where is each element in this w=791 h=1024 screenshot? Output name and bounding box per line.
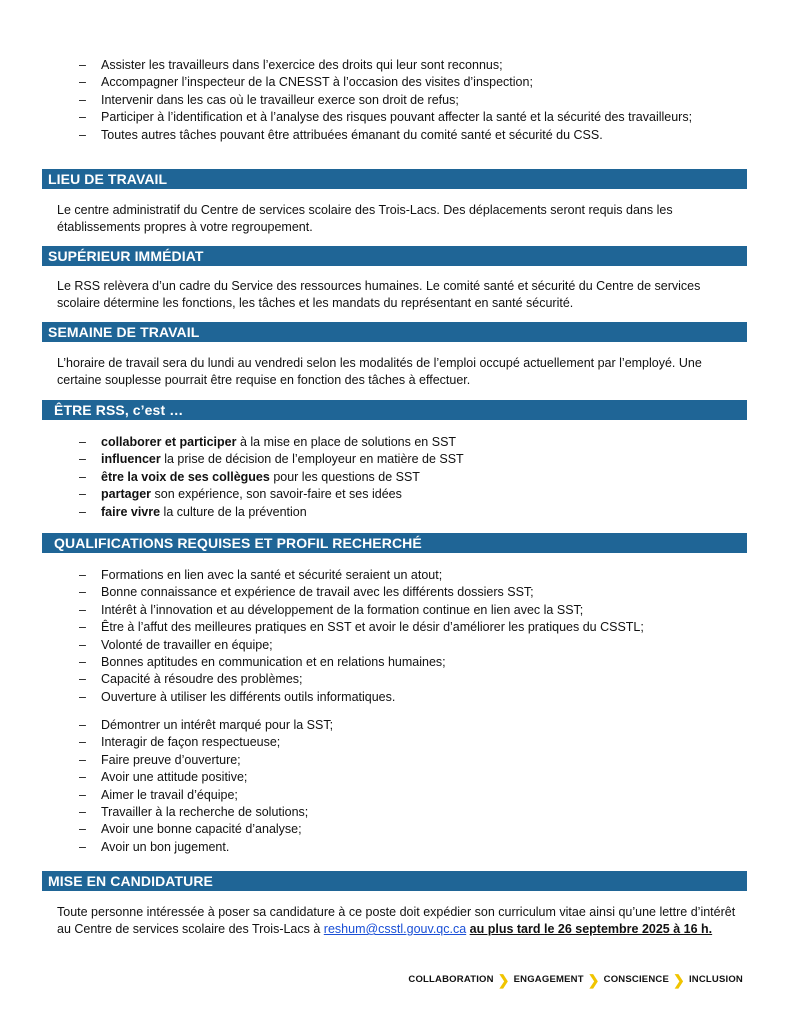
candidature-text — [57, 904, 737, 938]
list-item: – être la voix de ses collègues pour les questions de SST — [79, 469, 420, 484]
semaine-text: L’horaire de travail sera du lundi au vendredi selon les modalités de l’emploi occupé actuellement par l’employé. Une certaine souplesse pourrait être requise en fonction des tâches à effectuer. — [57, 356, 702, 387]
list-item: – Travailler à la recherche de solutions; — [79, 805, 309, 820]
list-item: – Aimer le travail d’équipe; — [79, 787, 238, 802]
chevron-right-icon: ❯ — [673, 971, 685, 988]
chevron-right-icon: ❯ — [587, 971, 600, 988]
list-item: – Avoir un bon jugement. — [79, 839, 230, 854]
footer-word: CONSCIENCE — [603, 974, 669, 985]
list-item: – partager son expérience, son savoir-faire et ses idées — [79, 487, 402, 502]
footer-word: ENGAGEMENT — [513, 974, 584, 985]
list-item: – Participer à l’identification et à l’analyse des risques pouvant affecter la santé et la sécurité des travailleurs; — [79, 110, 693, 125]
list-item: – Formations en lien avec la santé et sécurité seraient un atout; — [79, 568, 443, 582]
list-item: – Avoir une attitude positive; — [79, 770, 248, 785]
chevron-right-icon: ❯ — [497, 971, 510, 988]
list-item: – Démontrer un intérêt marqué pour la SST; — [79, 718, 334, 732]
list-item: – Assister les travailleurs dans l’exercice des droits qui leur sont reconnus; — [79, 58, 503, 72]
section-header-etre: ÊTRE RSS, c’est … — [42, 400, 747, 420]
section-header-candidature: MISE EN CANDIDATURE — [42, 871, 747, 891]
list-item: – influencer la prise de décision de l’employeur en matière de SST — [79, 452, 464, 467]
list-item: – Ouverture à utiliser les différents outils informatiques. — [79, 689, 396, 704]
list-item: – Intervenir dans les cas où le travailleur exerce son droit de refus; — [79, 92, 459, 107]
list-item: – faire vivre la culture de la prévention — [79, 504, 307, 519]
superieur-text: Le RSS relèvera d’un cadre du Service des ressources humaines. Le comité santé et sécurité du Centre de services scolaire détermine les fonctions, les tâches et les mandats du représentant en santé sécurité. — [57, 279, 701, 310]
lieu-text: Le centre administratif du Centre de services scolaire des Trois-Lacs. Des déplacements seront requis dans les établissements propres à votre regroupement. — [57, 203, 673, 234]
section-header-superieur: SUPÉRIEUR IMMÉDIAT — [42, 246, 747, 266]
footer-word: INCLUSION — [688, 974, 743, 985]
email-link[interactable]: reshum@csstl.gouv.qc.ca — [323, 922, 467, 936]
list-item: – Avoir une bonne capacité d’analyse; — [79, 822, 302, 837]
footer-values — [408, 971, 743, 988]
list-item: – Toutes autres tâches pouvant être attribuées émanant du comité santé et sécurité du CSS. — [79, 127, 603, 142]
list-item: – Capacité à résoudre des problèmes; — [79, 672, 303, 687]
candidature-body: Toute personne intéressée à poser sa candidature à ce poste doit expédier son curriculum vitae ainsi qu’une lettre d’intérêt au Centre de services scolaire des Trois-Lacs à — [57, 905, 736, 936]
footer-word: COLLABORATION — [408, 974, 494, 985]
list-item: – Volonté de travailler en équipe; — [79, 637, 273, 652]
list-item: – Bonne connaissance et expérience de travail avec les différents dossiers SST; — [79, 585, 534, 600]
list-item: – collaborer et participer à la mise en place de solutions en SST — [79, 435, 457, 449]
qualifications-list — [79, 567, 739, 706]
section-header-qualifications: QUALIFICATIONS REQUISES ET PROFIL RECHERCHÉ — [42, 533, 747, 553]
list-item: – Accompagner l’inspecteur de la CNESST à l’occasion des visites d’inspection; — [79, 75, 533, 90]
list-item: – Interagir de façon respectueuse; — [79, 735, 281, 750]
section-header-lieu: LIEU DE TRAVAIL — [42, 169, 747, 189]
list-item: – Faire preuve d’ouverture; — [79, 752, 241, 767]
deadline-text: au plus tard le 26 septembre 2025 à 16 h. — [469, 922, 713, 936]
section-header-semaine: SEMAINE DE TRAVAIL — [42, 322, 747, 342]
profile-list — [79, 717, 739, 856]
list-item: – Bonnes aptitudes en communication et en relations humaines; — [79, 655, 446, 670]
list-item: – Être à l’affut des meilleures pratiques en SST et avoir le désir d’améliorer les pratiques du CSSTL; — [79, 620, 644, 635]
etre-list — [79, 434, 739, 521]
duties-list — [79, 57, 739, 144]
list-item: – Intérêt à l’innovation et au développement de la formation continue en lien avec la SST; — [79, 602, 584, 617]
